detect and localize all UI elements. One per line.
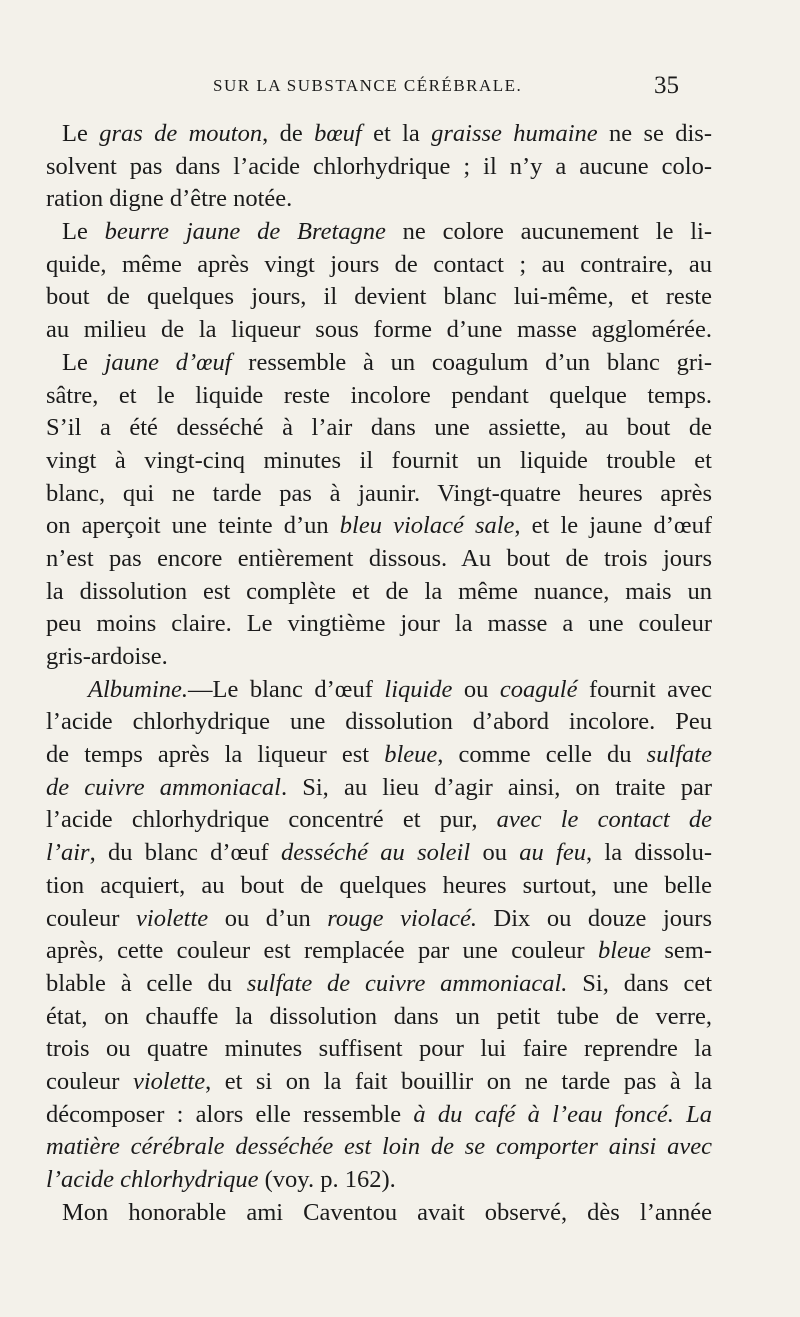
text-line xyxy=(46,804,712,837)
italic-run: graisse humaine xyxy=(431,120,598,147)
text-line xyxy=(46,281,712,314)
text-line xyxy=(46,903,712,936)
italic-run: Albumine. xyxy=(88,675,189,703)
text-run: décomposer : alors elle ressemble xyxy=(46,1100,414,1128)
text-line xyxy=(46,478,712,511)
text-line xyxy=(46,380,712,413)
text-line xyxy=(46,1033,712,1066)
italic-run: violette xyxy=(136,904,209,932)
text-run: Dix ou douze jours xyxy=(476,904,712,932)
text-run: solvent pas dans l’acide chlorhydrique ; il n’y a aucune colo- xyxy=(46,152,712,180)
text-line xyxy=(46,543,712,576)
text-line xyxy=(46,1131,712,1164)
text-run: , de xyxy=(262,120,315,147)
text-line xyxy=(46,772,712,805)
text-run: Le xyxy=(62,120,100,147)
text-run: ou d’un xyxy=(208,904,328,932)
text-run: —Le blanc d’œuf xyxy=(188,675,385,703)
text-line xyxy=(46,1099,712,1132)
text-run: n’est pas encore entièrement dissous. Au bout de trois jours xyxy=(46,544,712,572)
body-text xyxy=(46,118,712,1229)
text-run: trois ou quatre minutes suffisent pour lui faire reprendre la xyxy=(46,1035,712,1063)
text-line xyxy=(46,151,712,184)
text-run: fournit avec xyxy=(577,675,712,703)
text-line xyxy=(46,641,712,674)
text-run: couleur xyxy=(46,1067,133,1095)
italic-run: desséché au soleil xyxy=(280,839,471,867)
italic-run: liquide xyxy=(384,675,453,703)
text-line xyxy=(46,935,712,968)
text-run: de temps après la liqueur est xyxy=(46,741,385,769)
text-run: , du blanc d’œuf xyxy=(89,839,281,867)
text-run: sem- xyxy=(651,937,712,965)
text-line xyxy=(46,837,712,870)
text-run: , et le jaune d’œuf xyxy=(514,512,712,540)
text-run: sâtre, et le liquide reste incolore pendant quelque temps. xyxy=(46,381,712,409)
italic-run: l’acide chlorhydrique xyxy=(46,1166,259,1193)
text-run: au milieu de la liqueur sous forme d’une masse agglomérée. xyxy=(46,316,712,344)
italic-run: bleu violacé sale xyxy=(339,512,515,540)
text-line xyxy=(46,968,712,1001)
text-run: ne colore aucunement le li- xyxy=(385,218,712,246)
text-run: ou xyxy=(470,839,520,867)
text-line xyxy=(46,674,712,707)
text-run: ou xyxy=(452,675,500,703)
text-run: ration digne d’être notée. xyxy=(46,185,293,213)
text-run: l’acide chlorhydrique concentré et pur, xyxy=(46,806,497,834)
text-line xyxy=(46,118,712,151)
running-title: SUR LA SUBSTANCE CÉRÉBRALE. xyxy=(213,76,523,95)
text-line xyxy=(46,412,712,445)
text-line xyxy=(46,510,712,543)
italic-run: sulfate xyxy=(646,741,712,769)
italic-run: bleue xyxy=(598,937,652,965)
text-run: , comme celle du xyxy=(437,741,647,769)
text-run: Le xyxy=(62,218,105,246)
text-run: Si, dans cet xyxy=(567,969,712,997)
text-run: blable à celle du xyxy=(46,969,247,997)
italic-run: coagulé xyxy=(499,675,578,703)
italic-run: bœuf xyxy=(314,120,362,147)
text-line xyxy=(46,216,712,249)
text-run: quide, même après vingt jours de contact ; au contraire, au xyxy=(46,250,712,278)
text-line xyxy=(46,608,712,641)
text-line xyxy=(46,445,712,478)
text-run: Mon honorable ami Caventou avait observé, dès l’année xyxy=(62,1198,712,1226)
text-line xyxy=(46,576,712,609)
text-run: après, cette couleur est remplacée par une couleur xyxy=(46,937,598,965)
text-line xyxy=(46,1197,712,1230)
text-run: l’acide chlorhydrique une dissolution d’abord incolore. Peu xyxy=(46,708,712,736)
text-run: bout de quelques jours, il devient blanc lui-même, et reste xyxy=(46,283,712,311)
italic-run: gras de mouton xyxy=(99,120,263,147)
italic-run: matière cérébrale desséchée est loin de se comporter ainsi avec xyxy=(46,1133,712,1161)
text-run: ne se dis- xyxy=(597,120,712,147)
text-line xyxy=(46,739,712,772)
italic-run: bleue xyxy=(384,741,438,769)
text-line xyxy=(46,1066,712,1099)
text-run: (voy. p. 162). xyxy=(258,1166,396,1193)
italic-run: l’air xyxy=(46,839,90,867)
page-header xyxy=(0,72,800,102)
text-run: S’il a été desséché à l’air dans une assiette, au bout de xyxy=(46,414,712,442)
italic-run: rouge violacé. xyxy=(327,904,477,932)
text-run: blanc, qui ne tarde pas à jaunir. Vingt-quatre heures après xyxy=(46,479,712,507)
text-run: , la dissolu- xyxy=(586,839,712,867)
text-run: on aperçoit une teinte d’un xyxy=(46,512,340,540)
italic-run: avec le contact de xyxy=(496,806,712,834)
text-run: , et si on la fait bouillir on ne tarde pas à la xyxy=(205,1067,712,1095)
text-run: . Si, au lieu d’agir ainsi, on traite par xyxy=(280,773,712,801)
text-run: peu moins claire. Le vingtième jour la masse a une couleur xyxy=(46,610,712,638)
text-run: la dissolution est complète et de la même nuance, mais un xyxy=(46,577,712,605)
text-run: gris-ardoise. xyxy=(46,643,168,670)
italic-run: beurre jaune de Bretagne xyxy=(104,218,386,246)
italic-run: sulfate de cuivre ammoniacal. xyxy=(246,969,568,997)
text-line xyxy=(46,1164,712,1197)
text-line xyxy=(46,314,712,347)
italic-run: violette xyxy=(132,1067,206,1095)
text-line xyxy=(46,870,712,903)
text-line xyxy=(46,706,712,739)
italic-run: de cuivre ammoniacal xyxy=(46,773,281,801)
text-run: couleur xyxy=(46,904,137,932)
text-line xyxy=(46,249,712,282)
text-run: vingt à vingt-cinq minutes il fournit un liquide trouble et xyxy=(46,446,712,474)
italic-run: au feu xyxy=(519,839,586,867)
text-line xyxy=(46,1001,712,1034)
italic-run: à du café à l’eau foncé. La xyxy=(413,1100,712,1128)
text-line xyxy=(46,183,712,216)
text-line xyxy=(46,347,712,380)
text-run: ressemble à un coagulum d’un blanc gri- xyxy=(231,348,712,376)
text-run: état, on chauffe la dissolution dans un petit tube de verre, xyxy=(46,1002,712,1030)
italic-run: jaune d’œuf xyxy=(104,348,232,376)
text-run: Le xyxy=(62,348,105,376)
text-run: tion acquiert, au bout de quelques heures surtout, une belle xyxy=(46,871,712,899)
text-run: et la xyxy=(361,120,432,147)
page-number: 35 xyxy=(654,72,679,99)
